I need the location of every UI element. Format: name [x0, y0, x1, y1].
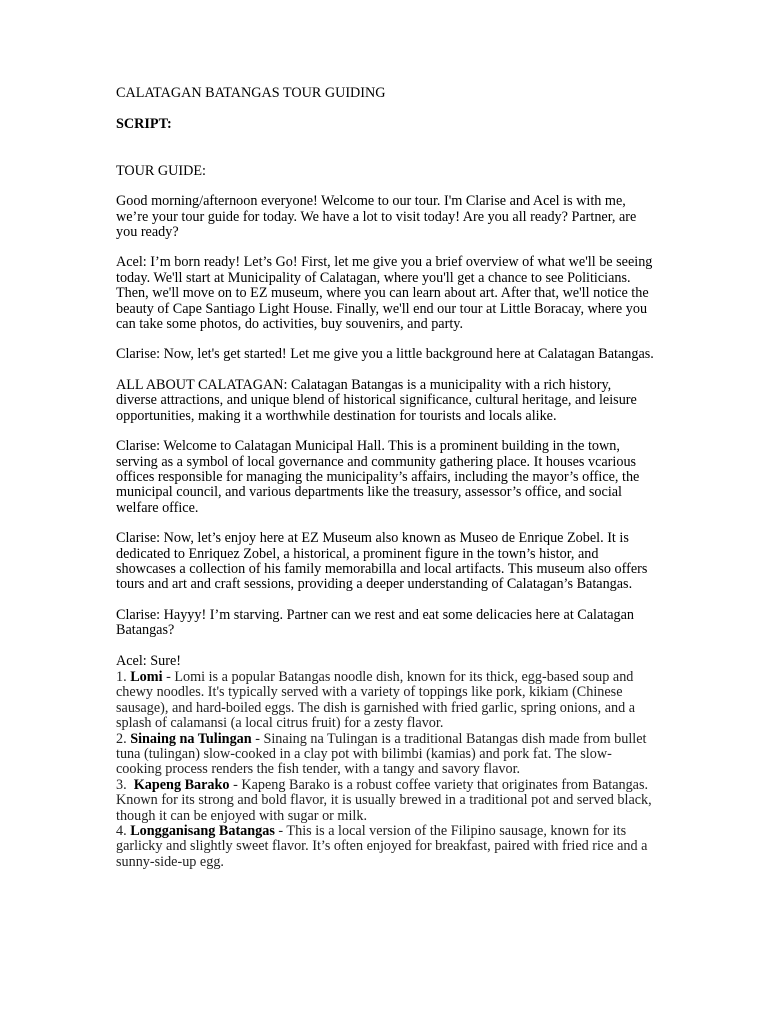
- paragraph-ez-museum: Clarise: Now, let’s enjoy here at EZ Museum also known as Museo de Enrique Zobel. It is dedicated to Enriquez Zobel, a historical, a prominent figure in the town’s histor, and showcases a collection of his family memorabilla and local artifacts. This museum also offers tours and art and craft sessions, providing a deeper understanding of Calatagan’s Batangas.: [116, 530, 648, 593]
- paragraph-all-about: ALL ABOUT CALATAGAN: Calatagan Batangas is a municipality with a rich history, diverse attractions, and unique blend of historical significance, cultural heritage, and leisure opportunities, making it a worthwhile destination for tourists and locals alike.: [116, 376, 637, 424]
- list-item-description: - Kapeng Barako is a robust coffee variety that originates from Batangas. Known for its strong and bold flavor, it is usually brewed in a traditional pot and served black, though it can be enjoyed with sugar or milk.: [116, 776, 652, 824]
- acel-sure-line: Acel: Sure!: [116, 652, 182, 669]
- tour-guide-label: TOUR GUIDE:: [116, 162, 206, 179]
- paragraph-welcome: Good morning/afternoon everyone! Welcome to our tour. I'm Clarise and Acel is with me, we’re your tour guide for today. We have a lot to visit today! Are you all ready? Partner, are you ready?: [116, 193, 637, 241]
- list-item-number: 1.: [116, 668, 127, 685]
- list-item: [116, 824, 654, 870]
- list-item-number: 4.: [116, 823, 127, 840]
- list-item-description: - This is a local version of the Filipino sausage, known for its garlicky and slightly sweet flavor. It’s often enjoyed for breakfast, paired with fried rice and a sunny-side-up egg.: [116, 823, 648, 870]
- paragraph-starving: Clarise: Hayyy! I’m starving. Partner can we rest and eat some delicacies here at Calatagan Batangas?: [116, 606, 635, 639]
- paragraph-background: Clarise: Now, let's get started! Let me give you a little background here at Calatagan Batangas.: [116, 346, 654, 363]
- list-item-number: 3.: [116, 776, 127, 793]
- list-item: [116, 670, 654, 732]
- paragraph-municipal-hall: Clarise: Welcome to Calatagan Municipal Hall. This is a prominent building in the town, serving as a symbol of local governance and community gathering place. It houses vcarious offices responsible for managing the municipality’s affairs, including the mayor’s office, the municipal council, and various departments like the treasury, assessor’s office, and social welfare office.: [116, 438, 640, 516]
- list-item: [116, 778, 654, 824]
- document-page: [116, 86, 654, 870]
- list-item-name: Lomi: [130, 668, 163, 685]
- list-item-name: Longganisang Batangas: [130, 823, 275, 840]
- list-item-description: - Sinaing na Tulingan is a traditional Batangas dish made from bullet tuna (tulingan) slow-cooked in a clay pot with bilimbi (kamias) and pork fat. The slow-cooking process renders the fish tender, with a tangy and savory flavor.: [116, 730, 647, 778]
- document-title: CALATAGAN BATANGAS TOUR GUIDING: [116, 85, 386, 101]
- paragraph-overview: Acel: I’m born ready! Let’s Go! First, let me give you a brief overview of what we'll be seeing today. We'll start at Municipality of Calatagan, where you'll get a chance to see Politicians. Then, we'll move on to EZ museum, where you can learn about art. After that, we'll notice the beauty of Cape Santiago Light House. Finally, we'll end our tour at Little Boracay, where you can take some photos, do activities, buy souvenirs, and party.: [116, 254, 653, 333]
- list-item-name: Kapeng Barako: [133, 776, 230, 793]
- list-item-name: Sinaing na Tulingan: [130, 730, 252, 747]
- script-label: SCRIPT:: [116, 116, 172, 133]
- list-item-number: 2.: [116, 730, 127, 747]
- list-item-description: - Lomi is a popular Batangas noodle dish, known for its thick, egg-based soup and chewy noodles. It's typically served with a variety of toppings like pork, kikiam (Chinese sausage), and hard-boiled eggs. The dish is garnished with fried garlic, spring onions, and a splash of calamansi (a local citrus fruit) for a zesty flavor.: [116, 668, 636, 732]
- delicacies-list: [116, 670, 654, 870]
- list-item: [116, 732, 654, 778]
